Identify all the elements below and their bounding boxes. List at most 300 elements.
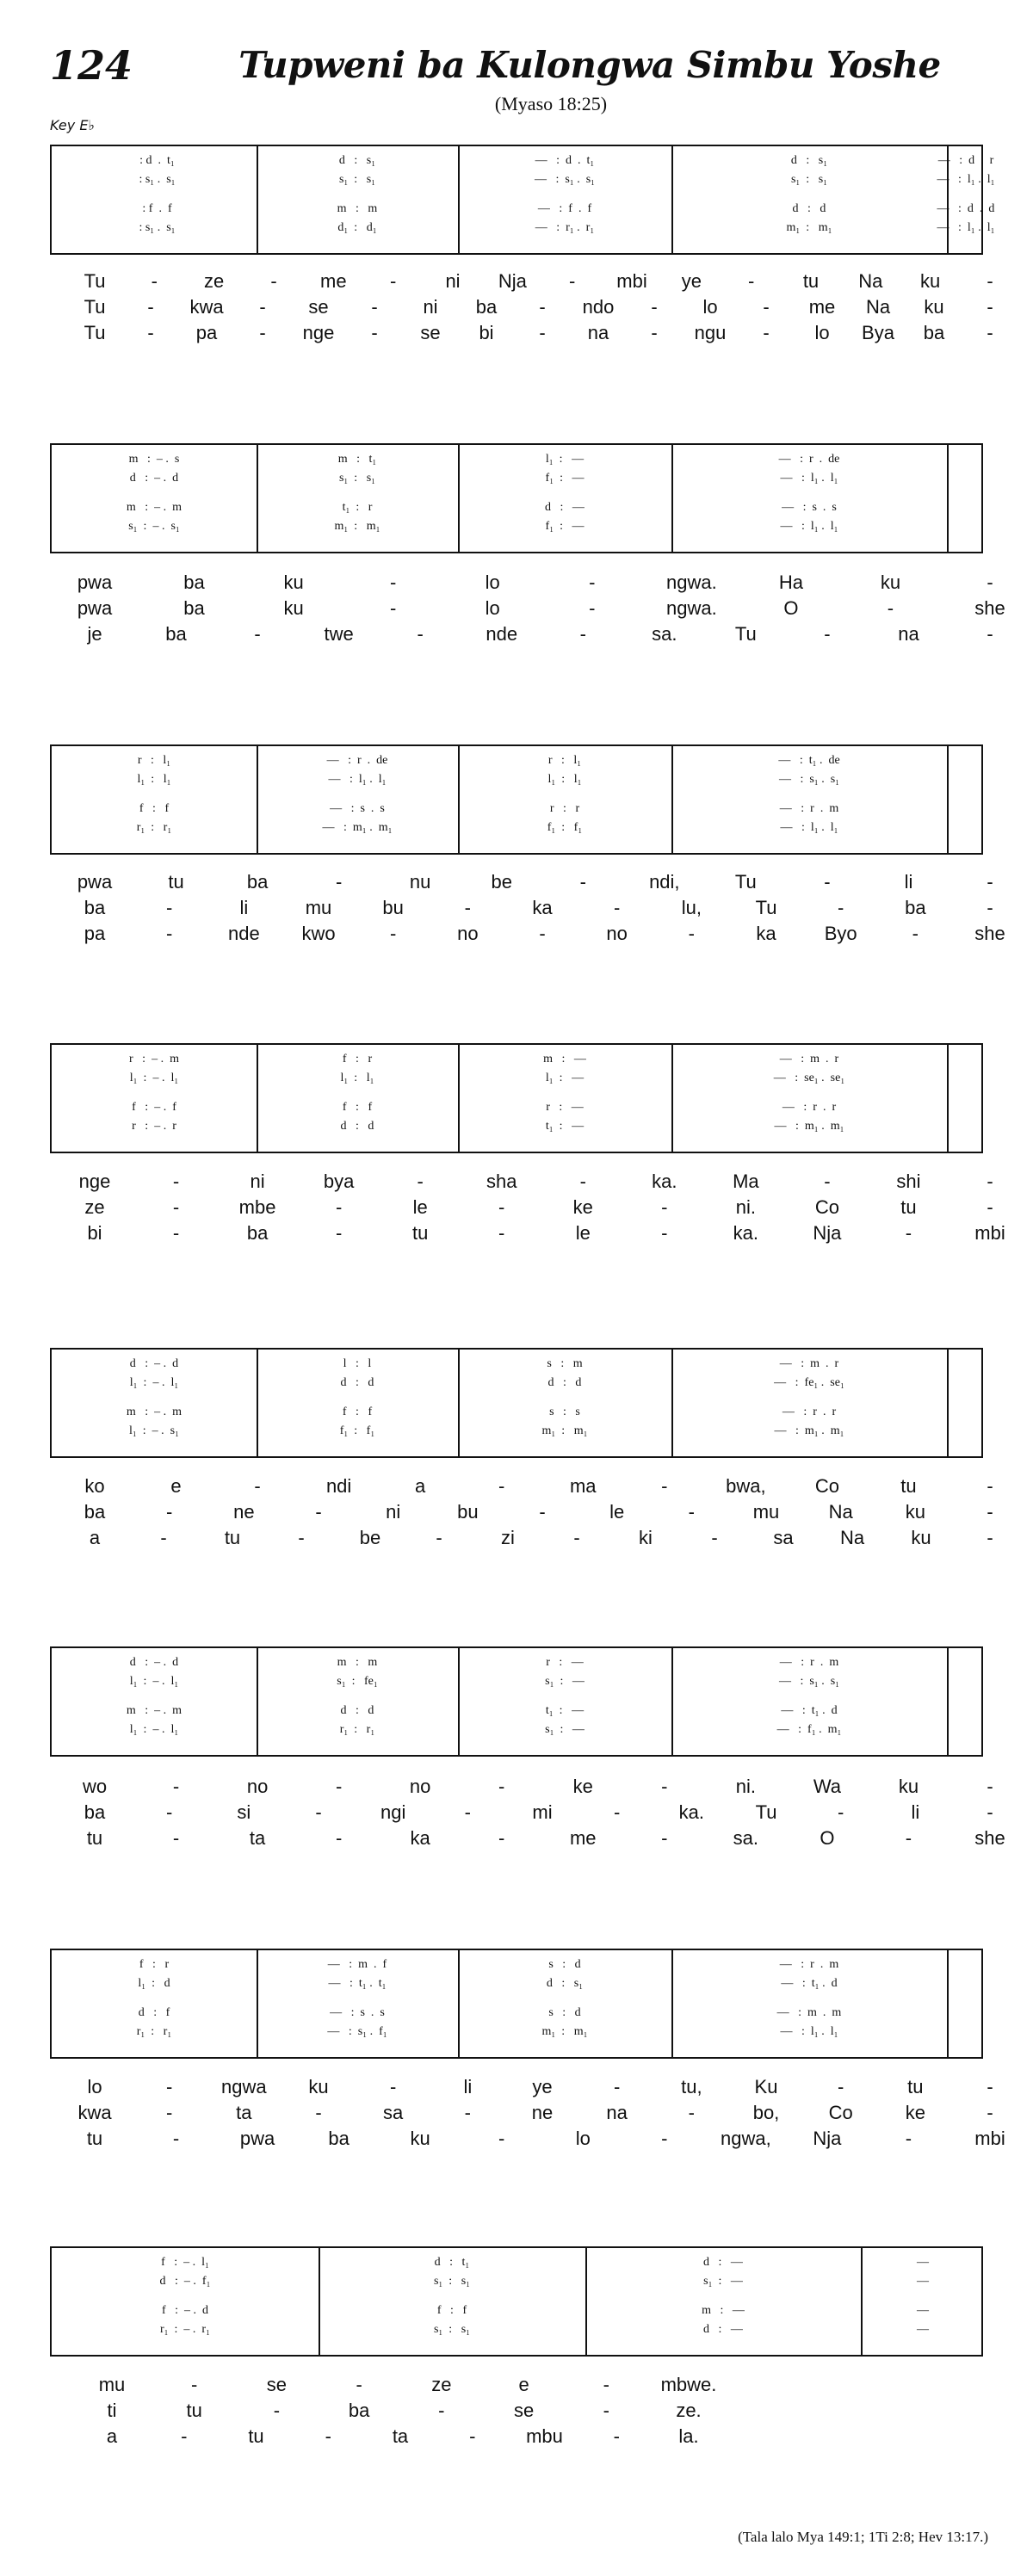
lyric-hyphen: -: [172, 1222, 180, 1244]
lyric-syllable: she: [974, 597, 1005, 619]
lyric-hyphen: -: [165, 897, 173, 918]
solfa-notes: f : r: [342, 1053, 373, 1066]
lyric-hyphen: -: [172, 2128, 180, 2149]
solfa-notes: t₁ : —: [545, 1120, 585, 1133]
lyric-hyphen: -: [389, 270, 397, 292]
lyric-syllable: mbi: [974, 1222, 1005, 1244]
lyric-hyphen: -: [165, 1501, 173, 1523]
lyric-syllable: ka: [410, 1827, 430, 1849]
lyric-hyphen: -: [579, 1171, 586, 1192]
solfa-notes: — : d . r: [937, 154, 994, 167]
lyric-syllable: ni: [386, 1501, 401, 1523]
lyric-syllable: ba: [165, 623, 187, 645]
solfa-notes: — : t₁ . t₁: [328, 1977, 387, 1990]
lyric-syllable: ni.: [735, 1196, 756, 1218]
solfa-notes: d₁ : d₁: [337, 221, 377, 234]
lyric-hyphen: -: [172, 1171, 180, 1192]
solfa-notes: — : l₁ . l₁: [780, 821, 838, 834]
lyric-syllable: me: [569, 1827, 597, 1849]
lyric-hyphen: -: [987, 571, 993, 593]
lyric-hyphen: -: [661, 1776, 668, 1797]
lyric-hyphen: -: [603, 2374, 609, 2395]
lyric-syllable: pa: [84, 923, 106, 944]
lyric-hyphen: -: [987, 1776, 993, 1797]
lyric-syllable: lo: [87, 2076, 102, 2097]
lyric-hyphen: -: [151, 270, 158, 292]
lyric-syllable: ku: [898, 1776, 919, 1797]
solfa-notes: l₁ : —: [545, 453, 585, 466]
solfa-notes: — : m₁ . m₁: [774, 1120, 844, 1133]
lyric-syllable: se: [513, 2400, 535, 2421]
solfa-notes: l₁ : l₁: [137, 773, 171, 786]
solfa-notes: : s₁ . s₁: [133, 173, 176, 186]
lyric-syllable: ku: [283, 571, 304, 593]
solfa-notes: — : t₁ . d: [781, 1704, 838, 1717]
lyric-syllable: ni: [423, 296, 438, 318]
solfa-notes: — : f₁ . m₁: [776, 1723, 842, 1736]
lyric-syllable: ne: [531, 2102, 554, 2123]
lyric-hyphen: -: [747, 270, 755, 292]
solfa-notes: m : – . m: [126, 501, 182, 514]
solfa-notes: d : d: [792, 202, 826, 215]
lyric-syllable: ke: [572, 1776, 593, 1797]
lyric-syllable: no: [457, 923, 479, 944]
lyric-hyphen: -: [887, 597, 894, 619]
lyric-syllable: ndi,: [649, 871, 680, 893]
solfa-notes: s₁ : —: [545, 1723, 585, 1736]
lyric-line: [0, 1825, 1033, 1851]
solfa-notes: r₁ : r₁: [339, 1723, 375, 1736]
lyric-syllable: ta: [236, 2102, 252, 2123]
lyric-syllable: Tu: [755, 897, 777, 918]
lyric-syllable: sa: [773, 1527, 794, 1548]
lyric-syllable: le: [575, 1222, 591, 1244]
solfa-notes: — : se₁ . se₁: [773, 1072, 845, 1084]
solfa-notes: — : r . m: [779, 1656, 839, 1669]
lyric-hyphen: -: [824, 623, 831, 645]
lyric-syllable: nge: [78, 1171, 111, 1192]
lyric-hyphen: -: [371, 322, 378, 343]
lyric-line: [0, 570, 1033, 596]
lyric-syllable: me: [808, 296, 836, 318]
lyric-syllable: ni.: [735, 1776, 756, 1797]
voice-part-row: [52, 1422, 981, 1441]
lyric-syllable: ni: [250, 1171, 265, 1192]
lyric-syllable: ba: [348, 2400, 370, 2421]
solfa-stave: [50, 1348, 983, 1458]
lyric-syllable: ku: [283, 597, 304, 619]
lyric-syllable: mbwe.: [660, 2374, 717, 2395]
solfa-notes: r₁ : r₁: [136, 821, 172, 834]
solfa-notes: d : d: [340, 1376, 374, 1389]
solfa-notes: f : f: [342, 1405, 373, 1418]
solfa-notes: l₁ : – . l₁: [129, 1376, 179, 1389]
lyric-syllable: ze: [84, 1196, 105, 1218]
lyric-hyphen: -: [661, 2128, 668, 2149]
solfa-notes: — : m . r: [779, 1053, 839, 1066]
lyric-line: [0, 1195, 1033, 1220]
lyric-syllable: mbi: [616, 270, 647, 292]
lyric-hyphen: -: [498, 1196, 505, 1218]
lyric-syllable: se: [266, 2374, 288, 2395]
solfa-notes: s : d: [548, 1958, 581, 1971]
voice-part-row: [52, 498, 981, 517]
lyric-line: [0, 320, 1033, 346]
lyric-hyphen: -: [987, 623, 993, 645]
solfa-notes: d : s₁: [790, 154, 828, 167]
lyric-hyphen: -: [371, 296, 378, 318]
lyric-hyphen: -: [603, 2400, 609, 2421]
lyric-hyphen: -: [688, 2102, 695, 2123]
lyric-syllable: mi: [532, 1801, 553, 1823]
solfa-notes: f : f: [342, 1101, 373, 1114]
lyric-syllable: Nja: [813, 1222, 842, 1244]
lyric-hyphen: -: [987, 322, 993, 343]
lyric-syllable: she: [974, 1827, 1005, 1849]
lyric-hyphen: -: [579, 623, 586, 645]
lyric-hyphen: -: [613, 2076, 621, 2097]
lyric-hyphen: -: [987, 2102, 993, 2123]
solfa-notes: — : t₁ . d: [781, 1977, 838, 1990]
solfa-notes: : d . t₁: [133, 154, 175, 167]
lyric-hyphen: -: [763, 296, 770, 318]
solfa-notes: — : l₁ . l₁: [328, 773, 387, 786]
solfa-notes: s₁ : s₁: [338, 472, 376, 485]
lyric-syllable: Tu: [84, 270, 106, 292]
solfa-notes: s₁ : fe₁: [337, 1675, 378, 1688]
lyric-hyphen: -: [160, 1527, 167, 1548]
lyric-hyphen: -: [688, 923, 695, 944]
solfa-notes: —: [917, 2304, 929, 2317]
lyric-syllable: ku: [410, 2128, 430, 2149]
solfa-notes: — : r . r: [782, 1405, 837, 1418]
voice-part-row: [52, 1955, 981, 1974]
lyric-syllable: tu: [224, 1527, 241, 1548]
lyric-line: [0, 1525, 1033, 1551]
lyric-syllable: ngi: [380, 1801, 406, 1823]
lyric-syllable: ba: [923, 322, 945, 343]
solfa-notes: l₁ : – . s₁: [129, 1424, 179, 1437]
lyric-hyphen: -: [539, 296, 546, 318]
lyric-hyphen: -: [589, 571, 596, 593]
lyric-syllable: Tu: [755, 1801, 777, 1823]
lyric-hyphen: -: [259, 322, 266, 343]
lyric-syllable: tu: [168, 871, 184, 893]
solfa-notes: — : l₁ . l₁: [780, 520, 838, 533]
solfa-notes: f : r: [139, 1958, 170, 1971]
voice-part-row: [52, 2253, 981, 2272]
lyric-syllable: ye: [681, 270, 702, 292]
solfa-notes: d : s₁: [546, 1977, 584, 1990]
lyric-hyphen: -: [417, 623, 424, 645]
lyric-hyphen: -: [661, 1222, 668, 1244]
solfa-notes: s₁ : s₁: [790, 173, 828, 186]
lyric-syllable: la.: [678, 2425, 699, 2447]
lyric-line: [0, 2100, 1033, 2126]
solfa-notes: d : – . d: [129, 472, 179, 485]
lyric-syllable: ba: [246, 1222, 269, 1244]
lyric-hyphen: -: [539, 923, 546, 944]
lyric-syllable: ku: [911, 1527, 931, 1548]
solfa-notes: s₁ : —: [703, 2275, 743, 2288]
lyric-syllable: Bya: [862, 322, 894, 343]
solfa-notes: l : l: [343, 1357, 372, 1370]
lyric-syllable: Na: [839, 1527, 865, 1548]
lyric-syllable: shi: [896, 1171, 921, 1192]
lyric-syllable: e: [518, 2374, 529, 2395]
lyric-syllable: le: [609, 1501, 625, 1523]
lyric-syllable: kwo: [301, 923, 336, 944]
lyric-syllable: na: [606, 2102, 628, 2123]
solfa-notes: d : d: [340, 1704, 374, 1717]
voice-part-row: [52, 770, 981, 789]
lyric-hyphen: -: [711, 1527, 718, 1548]
solfa-notes: m : —: [702, 2304, 745, 2317]
voice-part-row: [52, 2301, 981, 2320]
solfa-notes: f : f: [436, 2304, 467, 2317]
lyric-line: [0, 2424, 1033, 2449]
lyric-syllable: bya: [323, 1171, 355, 1192]
lyric-hyphen: -: [613, 897, 621, 918]
solfa-notes: f₁ : f₁: [339, 1424, 375, 1437]
lyric-hyphen: -: [987, 296, 993, 318]
voice-part-row: [52, 2272, 981, 2291]
lyric-syllable: Co: [828, 2102, 853, 2123]
lyric-syllable: ba: [328, 2128, 349, 2149]
solfa-notes: r : – . m: [129, 1053, 179, 1066]
lyric-hyphen: -: [539, 1501, 546, 1523]
lyric-hyphen: -: [147, 322, 154, 343]
solfa-notes: t₁ : —: [545, 1704, 585, 1717]
lyric-syllable: nde: [227, 923, 260, 944]
solfa-notes: d : f: [138, 2006, 170, 2019]
lyric-hyphen: -: [579, 871, 586, 893]
lyric-line: [0, 269, 1033, 294]
voice-part-row: [52, 1050, 981, 1069]
lyric-hyphen: -: [905, 1827, 912, 1849]
lyric-hyphen: -: [389, 571, 397, 593]
lyric-syllable: me: [320, 270, 347, 292]
lyric-hyphen: -: [905, 1222, 912, 1244]
solfa-notes: l₁ : l₁: [547, 773, 582, 786]
lyric-syllable: tu: [900, 1475, 917, 1497]
solfa-notes: — : m₁ . m₁: [322, 821, 393, 834]
lyric-syllable: ba: [183, 597, 205, 619]
lyric-syllable: a: [106, 2425, 118, 2447]
lyric-syllable: ze: [204, 270, 225, 292]
solfa-notes: m : – . m: [126, 1704, 182, 1717]
solfa-notes: m : t₁: [337, 453, 377, 466]
lyric-hyphen: -: [987, 1527, 993, 1548]
lyric-syllable: na: [898, 623, 919, 645]
solfa-notes: d : s₁: [338, 154, 376, 167]
lyric-syllable: tu: [900, 1196, 917, 1218]
voice-part-row: [52, 1117, 981, 1136]
lyric-syllable: ngwa.: [665, 571, 717, 593]
solfa-notes: r : l₁: [547, 754, 582, 767]
lyric-syllable: ke: [572, 1196, 593, 1218]
lyric-hyphen: -: [417, 1171, 424, 1192]
lyric-syllable: ke: [905, 2102, 925, 2123]
solfa-notes: l₁ : – . l₁: [129, 1072, 179, 1084]
lyric-syllable: Na: [858, 270, 883, 292]
lyric-syllable: ta: [249, 1827, 266, 1849]
lyric-hyphen: -: [147, 296, 154, 318]
lyric-syllable: li: [904, 871, 913, 893]
lyric-syllable: ba: [84, 1801, 106, 1823]
lyric-syllable: nu: [409, 871, 431, 893]
lyric-syllable: tu: [248, 2425, 264, 2447]
lyric-syllable: je: [87, 623, 102, 645]
lyric-syllable: Tu: [734, 623, 757, 645]
solfa-notes: — : s . s: [782, 501, 837, 514]
lyric-syllable: ba: [84, 1501, 106, 1523]
solfa-notes: m : —: [543, 1053, 586, 1066]
lyric-syllable: a: [415, 1475, 426, 1497]
lyric-syllable: ze.: [676, 2400, 702, 2421]
solfa-notes: — : m . f: [327, 1958, 387, 1971]
solfa-notes: —: [917, 2256, 929, 2269]
lyric-syllable: bi: [87, 1222, 102, 1244]
solfa-notes: s₁ : —: [545, 1675, 585, 1688]
lyric-hyphen: -: [661, 1475, 668, 1497]
lyric-syllable: Ma: [733, 1171, 759, 1192]
lyric-syllable: mu: [752, 1501, 780, 1523]
lyric-hyphen: -: [464, 2102, 471, 2123]
lyric-syllable: Na: [865, 296, 891, 318]
lyric-hyphen: -: [436, 1527, 442, 1548]
lyric-syllable: be: [491, 871, 512, 893]
lyric-syllable: bwa,: [726, 1475, 766, 1497]
lyric-hyphen: -: [573, 1527, 580, 1548]
lyric-syllable: pa: [195, 322, 218, 343]
solfa-notes: — : s₁ . f₁: [327, 2025, 387, 2038]
lyric-syllable: sa: [383, 2102, 404, 2123]
solfa-notes: f : f: [139, 802, 170, 815]
lyric-hyphen: -: [498, 1827, 505, 1849]
lyric-syllable: Ha: [778, 571, 803, 593]
lyric-syllable: lo: [575, 2128, 591, 2149]
lyric-hyphen: -: [763, 322, 770, 343]
solfa-stave: [50, 1043, 983, 1153]
lyric-syllable: mu: [305, 897, 332, 918]
solfa-notes: — : m . m: [776, 2006, 842, 2019]
lyric-syllable: ba: [246, 871, 269, 893]
footnote-references: (Tala lalo Mya 149:1; 1Ti 2:8; Hev 13:17.): [738, 2529, 988, 2545]
lyric-hyphen: -: [987, 897, 993, 918]
lyric-hyphen: -: [987, 1801, 993, 1823]
solfa-notes: —: [917, 2275, 929, 2288]
solfa-notes: m₁ : m₁: [541, 2025, 588, 2038]
lyric-syllable: tu: [907, 2076, 924, 2097]
lyric-syllable: ne: [233, 1501, 255, 1523]
lyric-hyphen: -: [325, 2425, 331, 2447]
solfa-notes: — : s . s: [330, 2006, 385, 2019]
lyric-syllable: tu: [86, 1827, 103, 1849]
solfa-notes: — : l₁ . l₁: [780, 2025, 838, 2038]
key-signature: Key E♭: [50, 117, 95, 133]
solfa-notes: d : – . d: [129, 1357, 179, 1370]
lyric-syllable: ku: [905, 1501, 925, 1523]
solfa-notes: — : s . s: [330, 802, 385, 815]
lyric-hyphen: -: [389, 597, 397, 619]
lyric-syllable: ba: [84, 897, 106, 918]
lyric-syllable: Co: [814, 1475, 839, 1497]
lyric-line: [0, 1800, 1033, 1825]
solfa-notes: m₁ : m₁: [334, 520, 380, 533]
lyric-hyphen: -: [273, 2400, 281, 2421]
solfa-notes: — : m . r: [779, 1357, 839, 1370]
lyric-hyphen: -: [165, 2076, 173, 2097]
lyric-syllable: si: [237, 1801, 251, 1823]
lyric-hyphen: -: [651, 322, 658, 343]
lyric-hyphen: -: [651, 296, 658, 318]
solfa-notes: s : s: [549, 1405, 580, 1418]
solfa-notes: f : – . d: [161, 2304, 209, 2317]
lyric-syllable: lo: [485, 597, 500, 619]
voice-part-row: [52, 1069, 981, 1088]
lyric-hyphen: -: [315, 1501, 322, 1523]
lyric-syllable: tu: [802, 270, 820, 292]
lyric-syllable: pwa: [239, 2128, 275, 2149]
solfa-notes: m : m: [337, 1656, 378, 1669]
lyric-syllable: Nja: [498, 270, 527, 292]
lyric-syllable: bu: [382, 897, 404, 918]
lyric-syllable: O: [820, 1827, 835, 1849]
voice-part-row: [52, 200, 995, 219]
lyric-line: [0, 869, 1033, 895]
lyric-syllable: ze: [431, 2374, 452, 2395]
lyric-syllable: tu,: [681, 2076, 702, 2097]
lyric-syllable: ndi: [325, 1475, 352, 1497]
solfa-notes: d : d: [547, 1376, 582, 1389]
lyric-syllable: ku: [308, 2076, 329, 2097]
voice-part-row: [52, 1355, 981, 1374]
lyric-syllable: nde: [486, 623, 518, 645]
lyric-hyphen: -: [688, 1501, 695, 1523]
lyric-hyphen: -: [254, 1475, 261, 1497]
lyric-syllable: pwa: [77, 571, 113, 593]
lyric-syllable: ku: [924, 296, 944, 318]
lyric-hyphen: -: [987, 1196, 993, 1218]
lyric-hyphen: -: [498, 2128, 505, 2149]
lyric-syllable: twe: [324, 623, 354, 645]
voice-part-row: [52, 2004, 981, 2023]
lyric-syllable: Na: [828, 1501, 853, 1523]
lyric-hyphen: -: [987, 1475, 993, 1497]
lyric-syllable: wo: [82, 1776, 108, 1797]
lyric-syllable: mbu: [526, 2425, 563, 2447]
solfa-notes: — : r . m: [779, 1958, 839, 1971]
lyric-syllable: ye: [532, 2076, 553, 2097]
solfa-notes: m : – . m: [126, 1405, 182, 1418]
lyric-line: [0, 2126, 1033, 2152]
lyric-line: [0, 294, 1033, 320]
solfa-notes: s₁ : s₁: [433, 2323, 471, 2336]
solfa-notes: r : —: [546, 1101, 584, 1114]
lyric-syllable: zi: [501, 1527, 515, 1548]
lyric-syllable: ndo: [582, 296, 615, 318]
lyric-hyphen: -: [181, 2425, 188, 2447]
solfa-notes: — : d . d: [937, 202, 995, 215]
lyric-hyphen: -: [469, 2425, 476, 2447]
lyric-syllable: sa.: [733, 1827, 759, 1849]
lyric-syllable: ko: [84, 1475, 105, 1497]
lyric-hyphen: -: [259, 296, 266, 318]
lyric-syllable: ba: [183, 571, 205, 593]
solfa-notes: — : r₁ . r₁: [535, 221, 595, 234]
lyric-hyphen: -: [335, 1827, 343, 1849]
